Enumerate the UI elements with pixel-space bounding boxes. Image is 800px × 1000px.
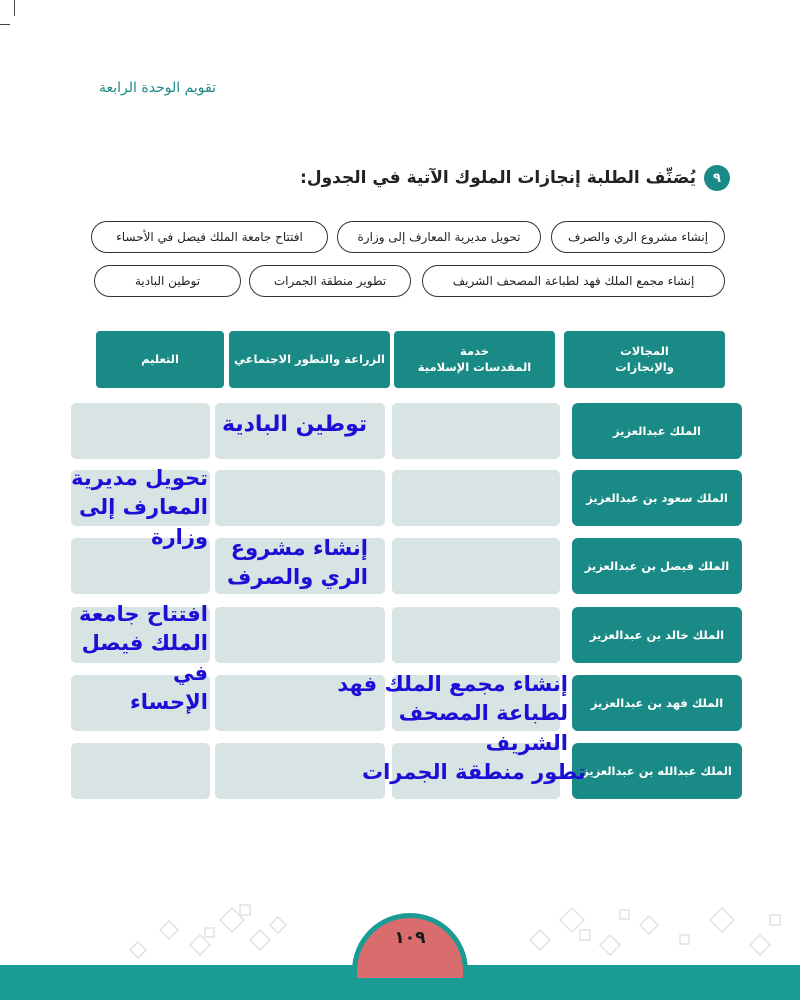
answer-cell[interactable] bbox=[71, 743, 210, 799]
king-label: الملك عبدالله بن عبدالعزيز bbox=[572, 743, 742, 799]
handwritten-answer: توطين البادية bbox=[222, 412, 368, 437]
header-domains: المجالات والإنجازات bbox=[564, 331, 725, 388]
king-label: الملك سعود بن عبدالعزيز bbox=[572, 470, 742, 526]
king-label: الملك فيصل بن عبدالعزيز bbox=[572, 538, 742, 594]
question-number-badge: ٩ bbox=[704, 165, 730, 191]
option-pill: تحويل مديرية المعارف إلى وزارة bbox=[337, 221, 541, 253]
option-pill: إنشاء مجمع الملك فهد لطباعة المصحف الشريف bbox=[422, 265, 725, 297]
answer-cell[interactable] bbox=[392, 538, 560, 594]
decorative-pattern-right bbox=[500, 900, 800, 962]
header-holy-sites: خدمة المقدسات الإسلامية bbox=[394, 331, 555, 388]
answer-cell[interactable] bbox=[215, 470, 385, 526]
answer-cell[interactable] bbox=[392, 607, 560, 663]
answer-cell[interactable] bbox=[71, 403, 210, 459]
page-number: ١٠٩ bbox=[394, 928, 426, 948]
option-pill: توطين البادية bbox=[94, 265, 241, 297]
question-text: يُصَنِّف الطلبة إنجازات الملوك الآتية في الجدول: bbox=[300, 168, 696, 188]
option-pill: افتتاح جامعة الملك فيصل في الأحساء bbox=[91, 221, 328, 253]
king-label: الملك عبدالعزيز bbox=[572, 403, 742, 459]
king-label: الملك فهد بن عبدالعزيز bbox=[572, 675, 742, 731]
decorative-pattern-left bbox=[0, 900, 300, 962]
option-pill: تطوير منطقة الجمرات bbox=[249, 265, 411, 297]
unit-title: تقويم الوحدة الرابعة bbox=[99, 80, 216, 96]
handwritten-answer: تحويل مديرية المعارف إلى وزارة bbox=[71, 466, 208, 549]
crop-mark bbox=[14, 0, 15, 16]
option-pill: إنشاء مشروع الري والصرف bbox=[551, 221, 725, 253]
handwritten-answer: تطور منطقة الجمرات bbox=[362, 760, 586, 784]
answer-cell[interactable] bbox=[215, 607, 385, 663]
header-agriculture: الزراعة والتطور الاجتماعي bbox=[229, 331, 390, 388]
answer-cell[interactable] bbox=[392, 403, 560, 459]
handwritten-answer: افتتاح جامعة الملك فيصل في الإحساء bbox=[78, 602, 208, 715]
handwritten-answer: إنشاء مجمع الملك فهد لطباعة المصحف الشريف bbox=[337, 672, 568, 755]
king-label: الملك خالد بن عبدالعزيز bbox=[572, 607, 742, 663]
handwritten-answer: إنشاء مشروع الري والصرف bbox=[227, 536, 368, 590]
answer-cell[interactable] bbox=[392, 470, 560, 526]
question-heading bbox=[300, 165, 730, 191]
header-education: التعليم bbox=[96, 331, 224, 388]
crop-mark bbox=[0, 24, 10, 25]
